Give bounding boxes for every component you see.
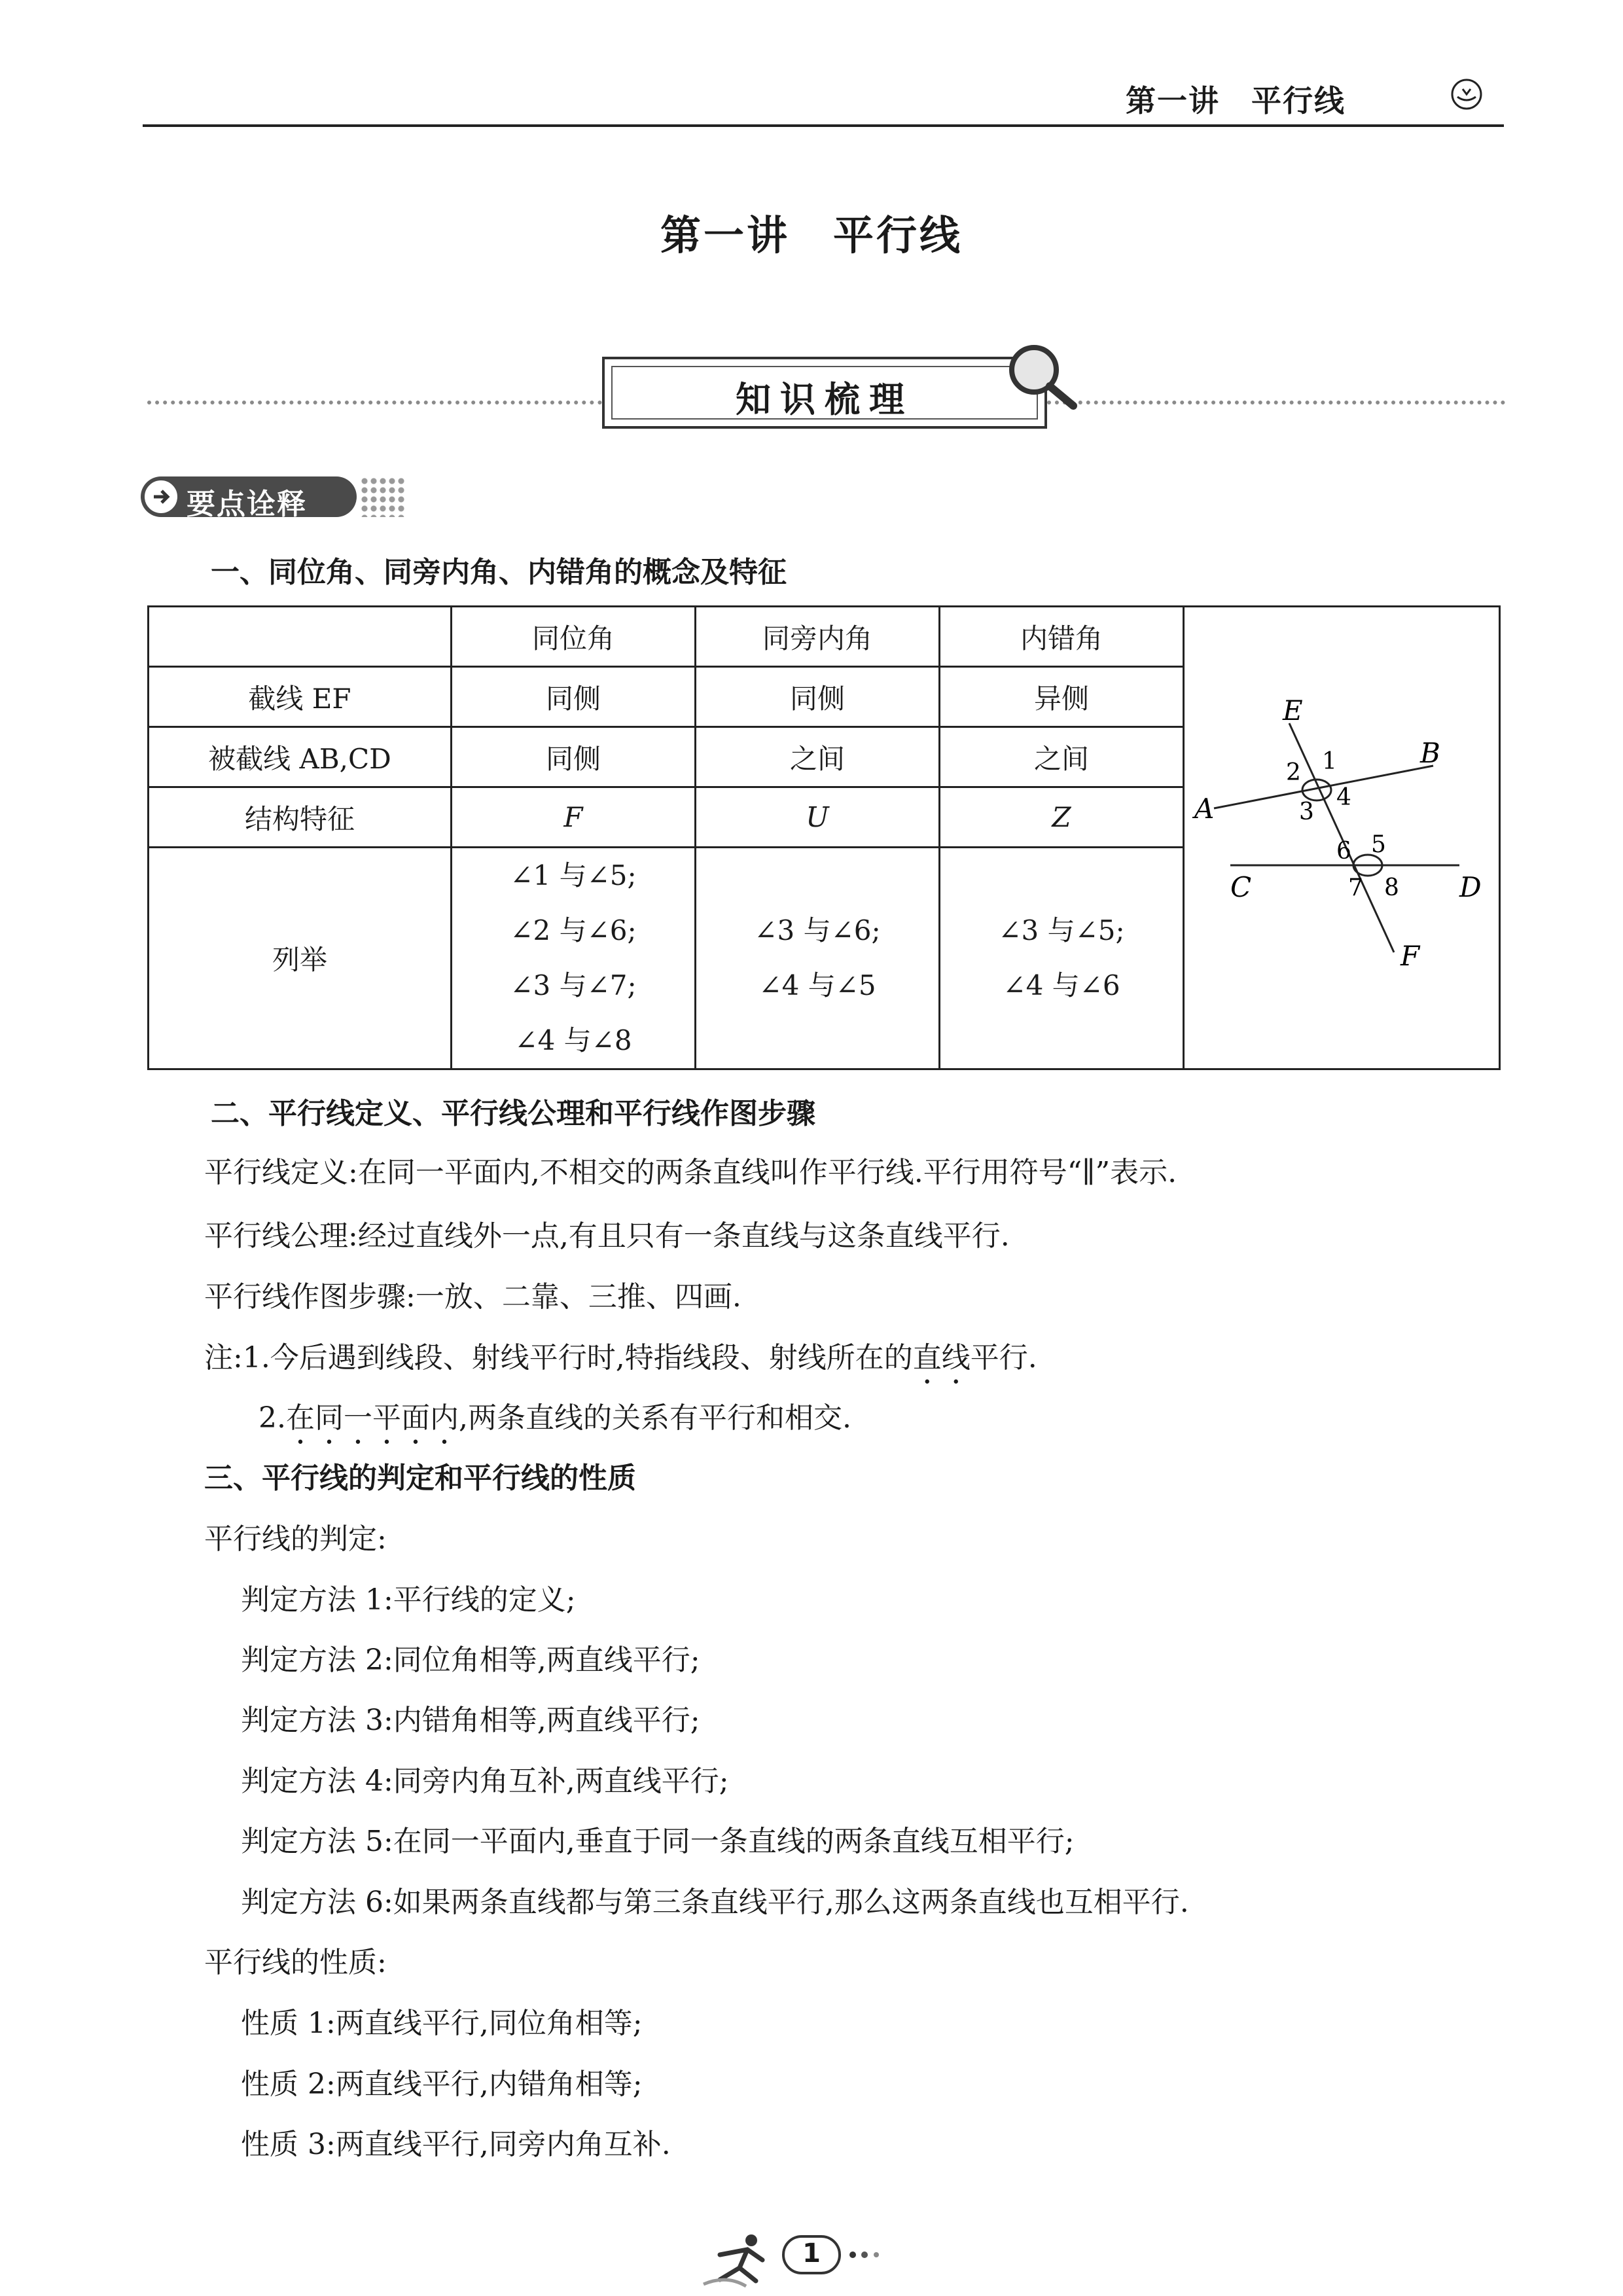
angle-label: 6 [1336,838,1351,865]
col-header: 同位角 [452,607,696,667]
table-cell: 同侧 [696,667,940,727]
row-label: 列举 [149,848,452,1069]
runner-icon [700,2229,779,2287]
angle-label: 4 [1336,784,1351,811]
table-cell: 之间 [940,727,1184,787]
row-label: 截线 EF [149,667,452,727]
section-1-heading: 一、同位角、同旁内角、内错角的概念及特征 [211,556,787,589]
header-rule [143,124,1504,127]
col-header: 同旁内角 [696,607,940,667]
point-label: A [1194,793,1215,825]
footer-dots [847,2248,893,2261]
tag-dots [360,476,406,517]
judge-item: 判定方法 2:同位角相等,两直线平行; [241,1643,700,1677]
list-item: ∠3 与∠5; [998,914,1125,946]
paragraph: 平行线作图步骤:一放、二靠、三推、四画. [204,1280,741,1314]
note-text: 2. [259,1401,286,1435]
table-corner [149,607,452,667]
list-cell [452,848,696,1069]
note-emphasis: 直线 [912,1341,971,1374]
judge-item: 判定方法 4:同旁内角互补,两直线平行; [241,1765,729,1798]
point-label: D [1459,871,1482,903]
angle-label: 2 [1286,759,1301,786]
running-header: 第一讲 平行线 [1126,83,1346,118]
point-label: B [1420,737,1440,769]
point-label: C [1230,871,1252,903]
col-header: 内错角 [940,607,1184,667]
judge-item: 判定方法 3:内错角相等,两直线平行; [241,1704,700,1737]
figure-cell [1184,607,1500,1069]
angle-label: 1 [1322,748,1337,775]
angle-table [147,605,1501,1070]
list-item: ∠1 与∠5; [510,859,637,891]
table-cell: U [696,787,940,848]
list-item: ∠2 与∠6; [510,914,637,946]
angle-label: 3 [1299,798,1314,825]
paragraph: 平行线的判定: [204,1522,387,1556]
banner-title: 知识梳理 [736,379,914,420]
parallel-lines-figure [1185,609,1499,1060]
note-1 [204,1334,1037,1391]
table-cell: Z [940,787,1184,848]
table-cell: 同侧 [452,667,696,727]
note-emphasis: 在同一平面内 [285,1401,459,1435]
banner-dots-right [1047,401,1505,404]
paragraph: 平行线的性质: [204,1946,387,1979]
note-text: 平行. [970,1341,1037,1374]
table-cell: F [452,787,696,848]
list-item: ∠3 与∠6; [754,914,881,946]
angle-label: 8 [1384,874,1399,901]
note-text: 注:1.今后遇到线段、射线平行时,特指线段、射线所在的 [204,1341,913,1374]
judge-item: 判定方法 6:如果两条直线都与第三条直线平行,那么这两条直线也互相平行. [241,1886,1189,1919]
list-item: ∠4 与∠6 [1003,969,1120,1001]
angle-label: 7 [1348,874,1363,901]
row-label: 结构特征 [149,787,452,848]
angle-label: 5 [1371,831,1386,858]
judge-item: 判定方法 5:在同一平面内,垂直于同一条直线的两条直线互相平行; [241,1825,1075,1858]
list-cell [696,848,940,1069]
list-item: ∠4 与∠5 [758,969,876,1001]
list-cell [940,848,1184,1069]
list-item: ∠3 与∠7; [510,969,637,1001]
prop-item: 性质 1:两直线平行,同位角相等; [241,2007,643,2040]
paragraph: 平行线公理:经过直线外一点,有且只有一条直线与这条直线平行. [204,1219,1010,1253]
prop-item: 性质 3:两直线平行,同旁内角互补. [241,2128,671,2161]
paragraph: 平行线定义:在同一平面内,不相交的两条直线叫作平行线.平行用符号“∥”表示. [204,1156,1177,1189]
page-title: 第一讲 平行线 [660,211,963,259]
list-item: ∠4 与∠8 [514,1024,632,1056]
magnifier-icon [1001,340,1080,412]
point-label: F [1400,940,1420,972]
note-text: ,两条直线的关系有平行和相交. [458,1401,851,1435]
section-tag-label: 要点诠释 [187,488,307,521]
judge-item: 判定方法 1:平行线的定义; [241,1583,576,1617]
arrow-icon [143,478,179,515]
section-2-heading: 二、平行线定义、平行线公理和平行线作图步骤 [211,1097,815,1130]
page-number: 1 [802,2238,821,2269]
table-cell: 之间 [696,727,940,787]
point-label: E [1283,694,1303,726]
prop-item: 性质 2:两直线平行,内错角相等; [241,2068,643,2101]
banner-dots-left [147,401,602,404]
table-cell: 同侧 [452,727,696,787]
row-label: 被截线 AB,CD [149,727,452,787]
table-cell: 异侧 [940,667,1184,727]
note-2 [259,1394,851,1451]
header-book-icon [1450,77,1484,111]
section-3-heading: 三、平行线的判定和平行线的性质 [204,1462,636,1495]
